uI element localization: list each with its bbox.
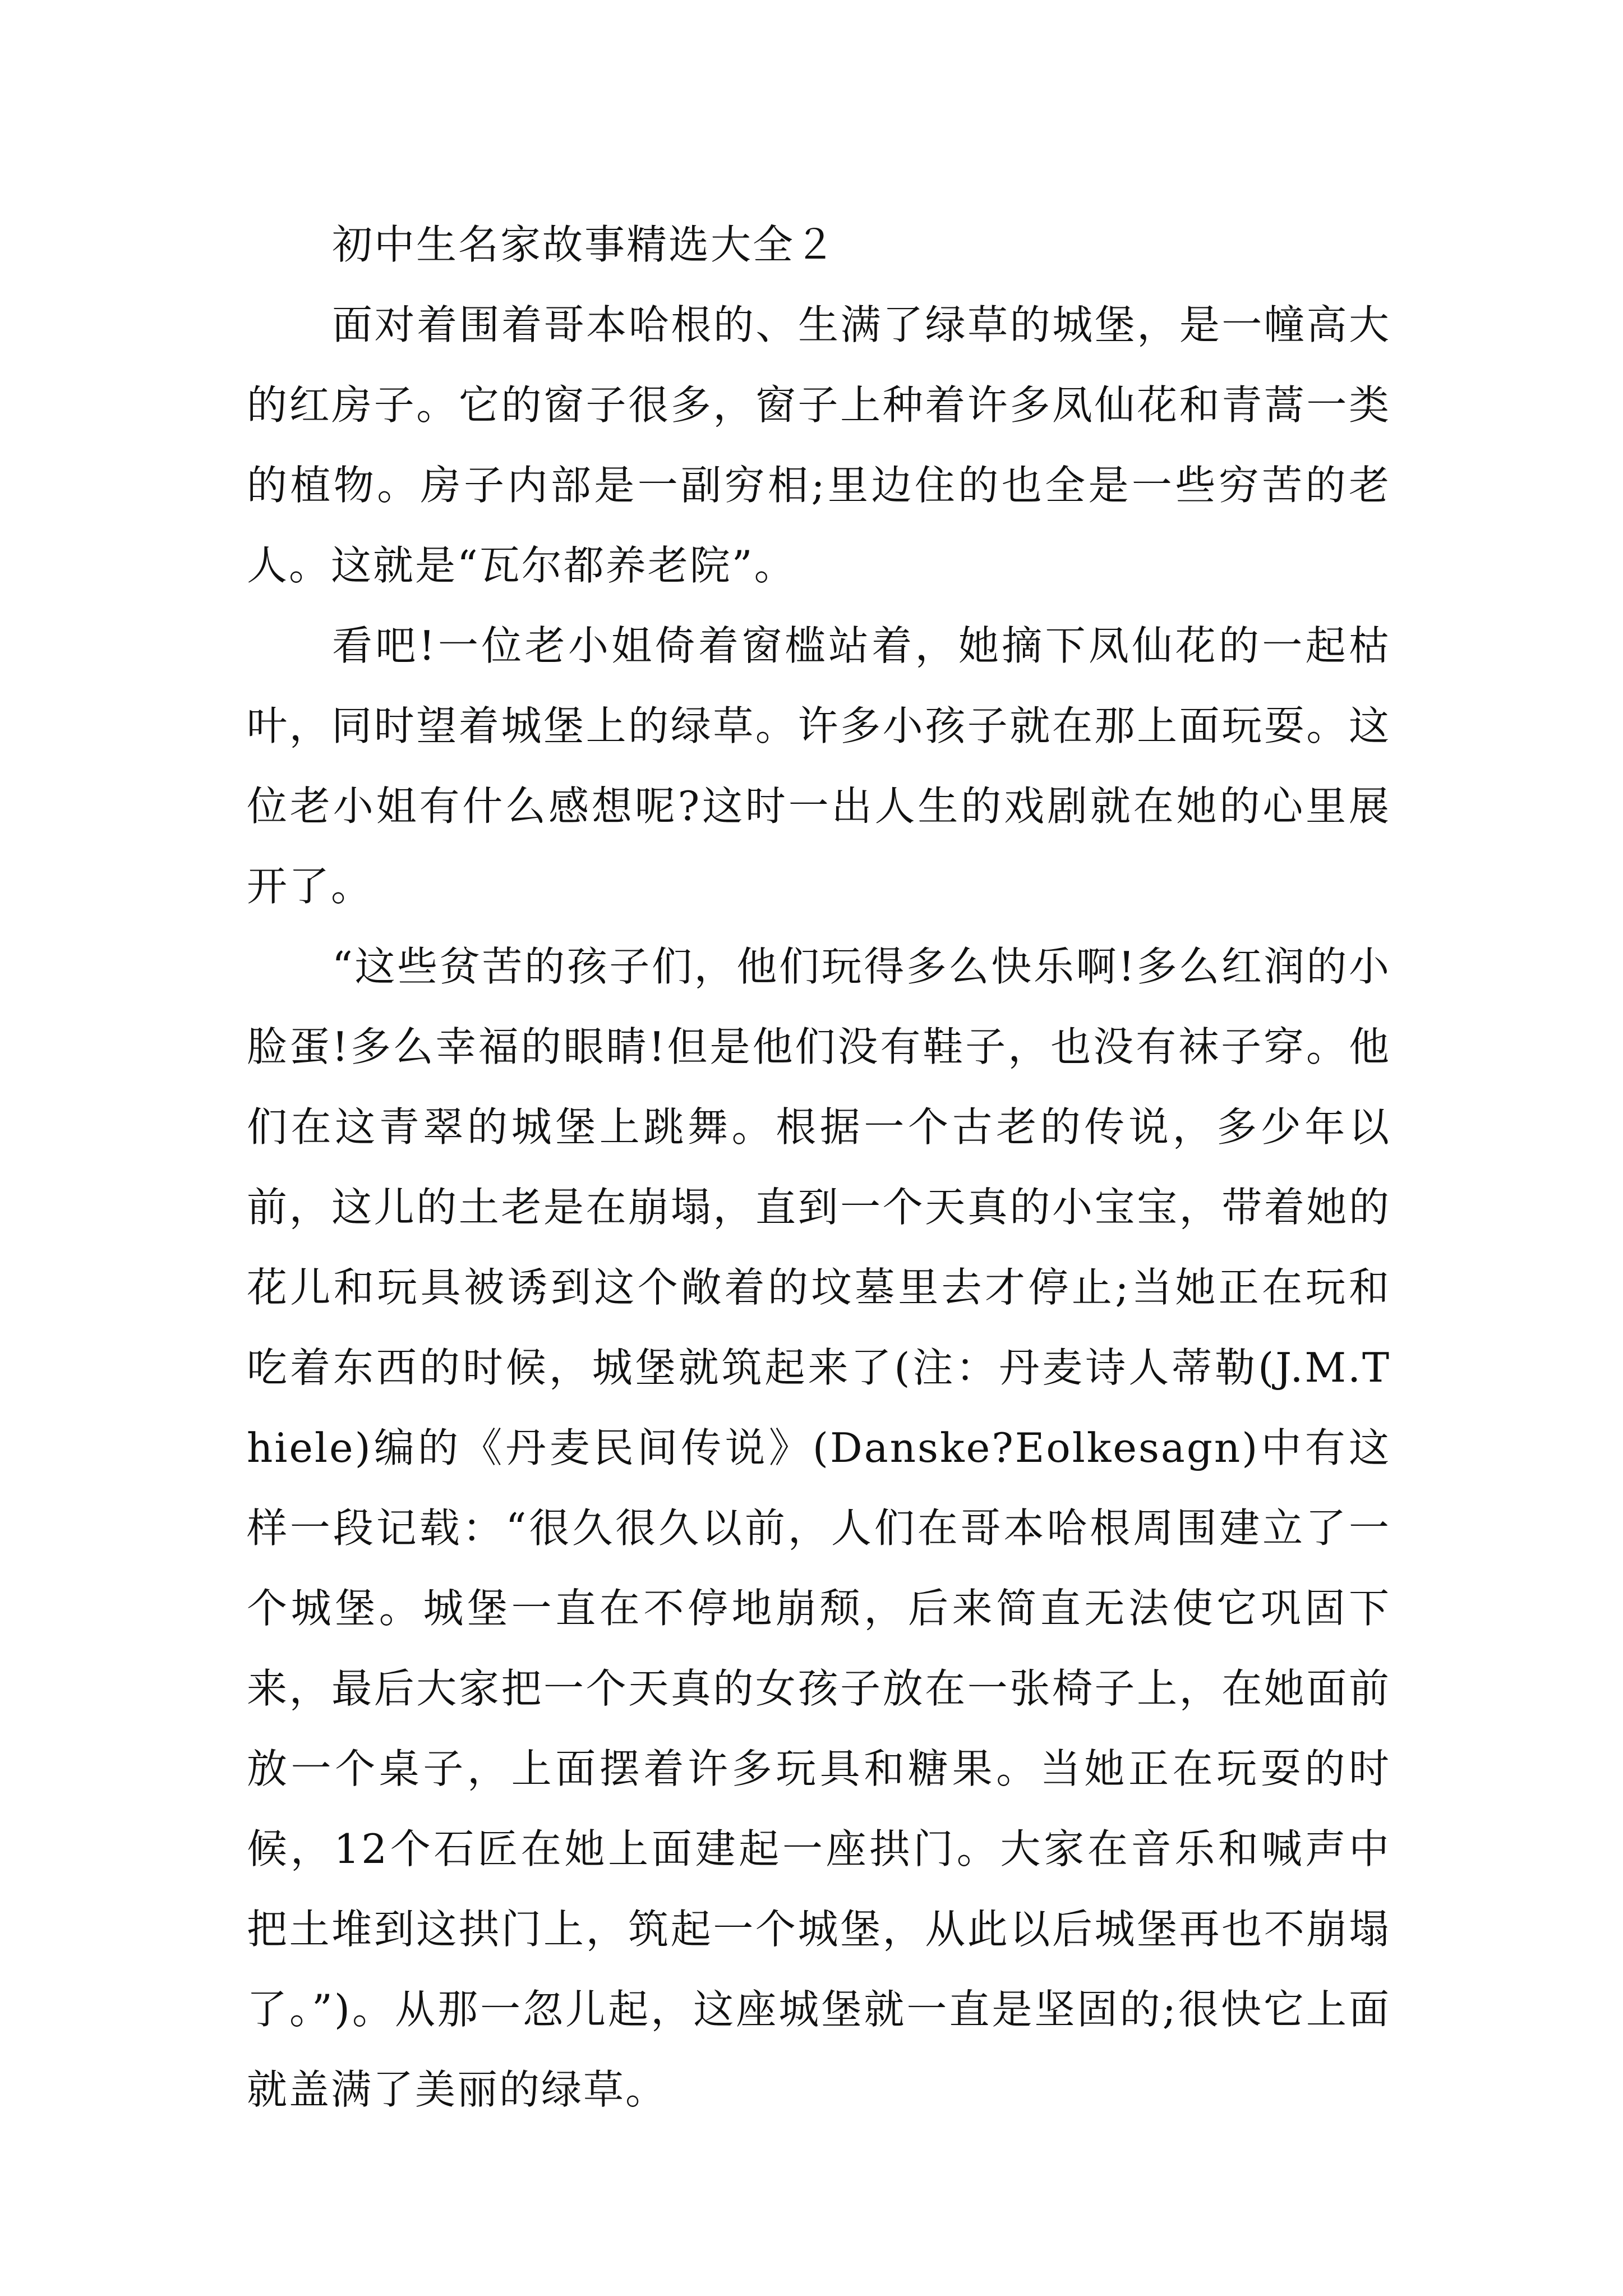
document-title: 初中生名家故事精选大全２ bbox=[332, 221, 837, 268]
paragraph-2: 看吧!一位老小姐倚着窗槛站着，她摘下凤仙花的一起枯叶，同时望着城堡上的绿草。许多小孩子就在那上面玩耍。这位老小姐有什么感想呢?这时一出人生的戏剧就在她的心里展开了。 bbox=[247, 622, 1391, 910]
paragraph-3: “这些贫苦的孩子们，他们玩得多么快乐啊!多么红润的小脸蛋!多么幸福的眼睛!但是他们没有鞋子，也没有袜子穿。他们在这青翠的城堡上跳舞。根据一个古老的传说，多少年以前，这儿的土老是在崩塌，直到一个天真的小宝宝，带着她的花儿和玩具被诱到这个敞着的坟墓里去才停止;当她正在玩和吃着东西的时候，城堡就筑起来了(注：丹麦诗人蒂勒(J.M.Thiele)编的《丹麦民间传说》(Danske?Eolkesagn)中有这样一段记载：“很久很久以前，人们在哥本哈根周围建立了一个城堡。城堡一直在不停地崩颓，后来简直无法使它巩固下来，最后大家把一个天真的女孩子放在一张椅子上，在她面前放一个桌子，上面摆着许多玩具和糖果。当她正在玩耍的时候，12个石匠在她上面建起一座拱门。大家在音乐和喊声中把土堆到这拱门上，筑起一个城堡，从此以后城堡再也不崩塌了。”)。从那一忽儿起，这座城堡就一直是坚固的;很快它上面就盖满了美丽的绿草。 bbox=[247, 943, 1391, 2113]
document-body bbox=[247, 205, 1391, 2130]
paragraph-1: 面对着围着哥本哈根的、生满了绿草的城堡，是一幢高大的红房子。它的窗子很多，窗子上种着许多凤仙花和青蒿一类的植物。房子内部是一副穷相;里边住的也全是一些穷苦的老人。这就是“瓦尔都养老院”。 bbox=[247, 301, 1391, 589]
